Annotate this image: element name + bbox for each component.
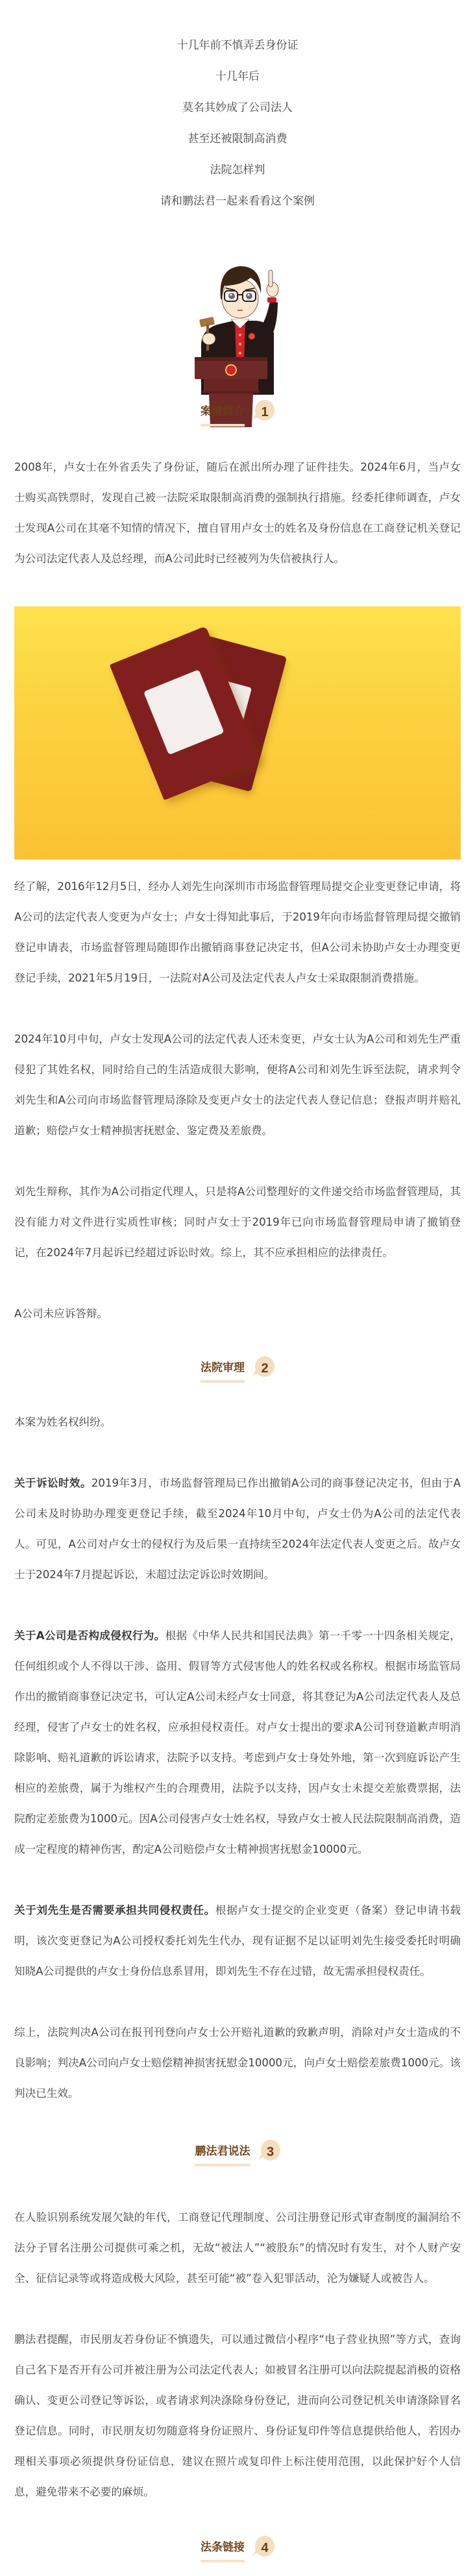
paragraph: 关于刘先生是否需要承担共同侵权责任。根据卢女士提交的企业变更（备案）登记申请书载明，该次变更登记为A公司授权委托刘先生代办，现有证据不足以证明刘先生接受委托时明确知晓A公司提供的卢女士身份信息系冒用，即刘先生不存在过错，故无需承担侵权责任。 [14, 1904, 461, 1977]
section-title: 法条链接 [201, 2541, 245, 2554]
intro-line: 十几年前不慎弄丢身份证 [177, 39, 298, 52]
paragraph: 关于诉讼时效。2019年3月，市场监督管理局已作出撤销A公司的商事登记决定书，但由于A公司未及时协助办理变更登记手续，截至2024年10月中旬，卢女士仍为A公司的法定代表人。可见，A公司对卢女士的侵权行为及后果一直持续至2024年法定代表人变更之后。故卢女士于2024年7月提起诉讼，未超过法定诉讼时效期间。 [14, 1477, 461, 1581]
paragraph: 关于A公司是否构成侵权行为。根据《中华人民共和国民法典》第一千零一十四条相关规定，任何组织或个人不得以干涉、盗用、假冒等方式侵害他人的姓名权或名称权。根据市场监管局作出的撤销商事登记决定书，可认定A公司未经卢女士同意，将其登记为A公司法定代表人及总经理，侵害了卢女士的姓名权，应承担侵权责任。对卢女士提出的要求A公司刊登道歉声明消除影响、赔礼道歉的诉讼请求，法院予以支持。考虑到卢女士身处外地，第一次到庭诉讼产生相应的差旅费，属于为维权产生的合理费用，法院予以支持，因卢女士未提交差旅费票据，法院酌定差旅费为1000元。因A公司侵害卢女士姓名权，导致卢女士被人民法院限制高消费，造成一定程度的精神伤害，酌定A公司赔偿卢女士精神损害抚慰金10000元。 [14, 1629, 461, 1855]
section-header-legal-commentary [14, 2141, 461, 2174]
judge-mascot-illustration [14, 213, 461, 401]
section-underline [201, 2560, 245, 2562]
paragraph: 2008年，卢女士在外省丢失了身份证，随后在派出所办理了证件挂失。2024年6月，当卢女士购买高铁票时，发现自己被一法院采取限制高消费的强制执行措施。经委托律师调查，卢女士发现A公司在其毫不知情的情况下，擅自冒用卢女士的姓名及身份信息在工商登记机关登记为公司法定代表人及总经理，而A公司此时已经被列为失信被执行人。 [14, 461, 461, 565]
paragraph-heading: 关于A公司是否构成侵权行为。 [14, 1629, 165, 1642]
section-number-badge: 1 [254, 400, 274, 422]
section-number-badge: 4 [254, 2536, 274, 2558]
paragraph-heading: 关于刘先生是否需要承担共同侵权责任。 [14, 1904, 215, 1916]
section-underline [195, 2164, 250, 2166]
section-number-badge: 2 [254, 1356, 274, 1378]
section-header-case-summary [14, 401, 461, 434]
paragraph-heading: 关于诉讼时效。 [14, 1477, 91, 1489]
section-underline [201, 424, 245, 427]
paragraph: 经了解，2016年12月5日，经办人刘先生向深圳市市场监督管理局提交企业变更登记申请，将A公司的法定代表人变更为卢女士；卢女士得知此事后，于2019年向市场监督管理局提交撤销登记申请表，市场监督管理局随即作出撤销商事登记决定书，但A公司未协助卢女士办理变更登记手续，2021年5月19日，一法院对A公司及法定代表人卢女士采取限制消费措施。 [14, 880, 461, 984]
passport-photo [14, 606, 461, 860]
paragraph: 2024年10月中旬，卢女士发现A公司的法定代表人还未变更，卢女士认为A公司和刘先生严重侵犯了其姓名权，同时给自己的生活造成很大影响，便将A公司和刘先生诉至法院，请求判令刘先生和A公司向市场监督管理局涤除及变更卢女士的法定代表人登记信息；登报声明并赔礼道歉；赔偿卢女士精神损害抚慰金、鉴定费及差旅费。 [14, 1033, 461, 1137]
section-header-law-links [14, 2537, 461, 2570]
paragraph: 本案为姓名权纠纷。 [14, 1416, 112, 1428]
intro-line: 甚至还被限制高消费 [188, 132, 287, 145]
section-title: 案情简介 [201, 405, 245, 418]
paragraph: 鹏法君提醒，市民朋友若身份证不慎遗失，可以通过微信小程序“电子营业执照”等方式，查询自己名下是否开有公司并被注册为公司法定代表人；如被冒名注册可以向法院提起消极的资格确认、变更公司登记等诉讼，或者请求判决涤除身份登记，进而向公司登记机关申请涤除冒名登记信息。同时，市民朋友切勿随意将身份证照片、身份证复印件等信息提供给他人，若因办理相关事项必须提供身份证信息，建议在照片或复印件上标注使用范围，以此保护好个人信息，避免带来不必要的麻烦。 [14, 2333, 461, 2498]
intro-line: 十几年后 [215, 70, 260, 83]
intro-block [14, 0, 461, 225]
intro-line: 法院怎样判 [210, 164, 265, 177]
paragraph: 在人脸识别系统发展欠缺的年代，工商登记代理制度、公司注册登记形式审查制度的漏洞给不法分子冒名注册公司提供可乘之机，无故“被法人”“被股东”的情况时有发生，对个人财产安全、征信记录等或将造成极大风险，甚至可能“被”卷入犯罪活动，沦为嫌疑人或被告人。 [14, 2211, 461, 2285]
paragraph: A公司未应诉答辩。 [14, 1307, 108, 1320]
paragraph: 综上，法院判决A公司在报刊刊登向卢女士公开赔礼道歉的致歉声明，消除对卢女士造成的不良影响；判决A公司向卢女士赔偿精神损害抚慰金10000元，向卢女士赔偿差旅费1000元。该判决已生效。 [14, 2026, 461, 2099]
intro-line: 莫名其妙成了公司法人 [182, 101, 293, 114]
section-underline [201, 1380, 245, 1383]
section-title: 鹏法君说法 [195, 2145, 250, 2158]
intro-line: 请和鹏法君一起来看看这个案例 [160, 195, 315, 208]
section-title: 法院审理 [201, 1361, 245, 1374]
section-header-court-trial [14, 1357, 461, 1390]
section-number-badge: 3 [260, 2140, 280, 2162]
paragraph: 刘先生辩称，其作为A公司指定代理人，只是将A公司整理好的文件递交给市场监督管理局，其没有能力对文件进行实质性审核；同时卢女士于2019年已向市场监督管理局申请了撤销登记，在2024年7月起诉已经超过诉讼时效。综上，其不应承担相应的法律责任。 [14, 1185, 461, 1259]
